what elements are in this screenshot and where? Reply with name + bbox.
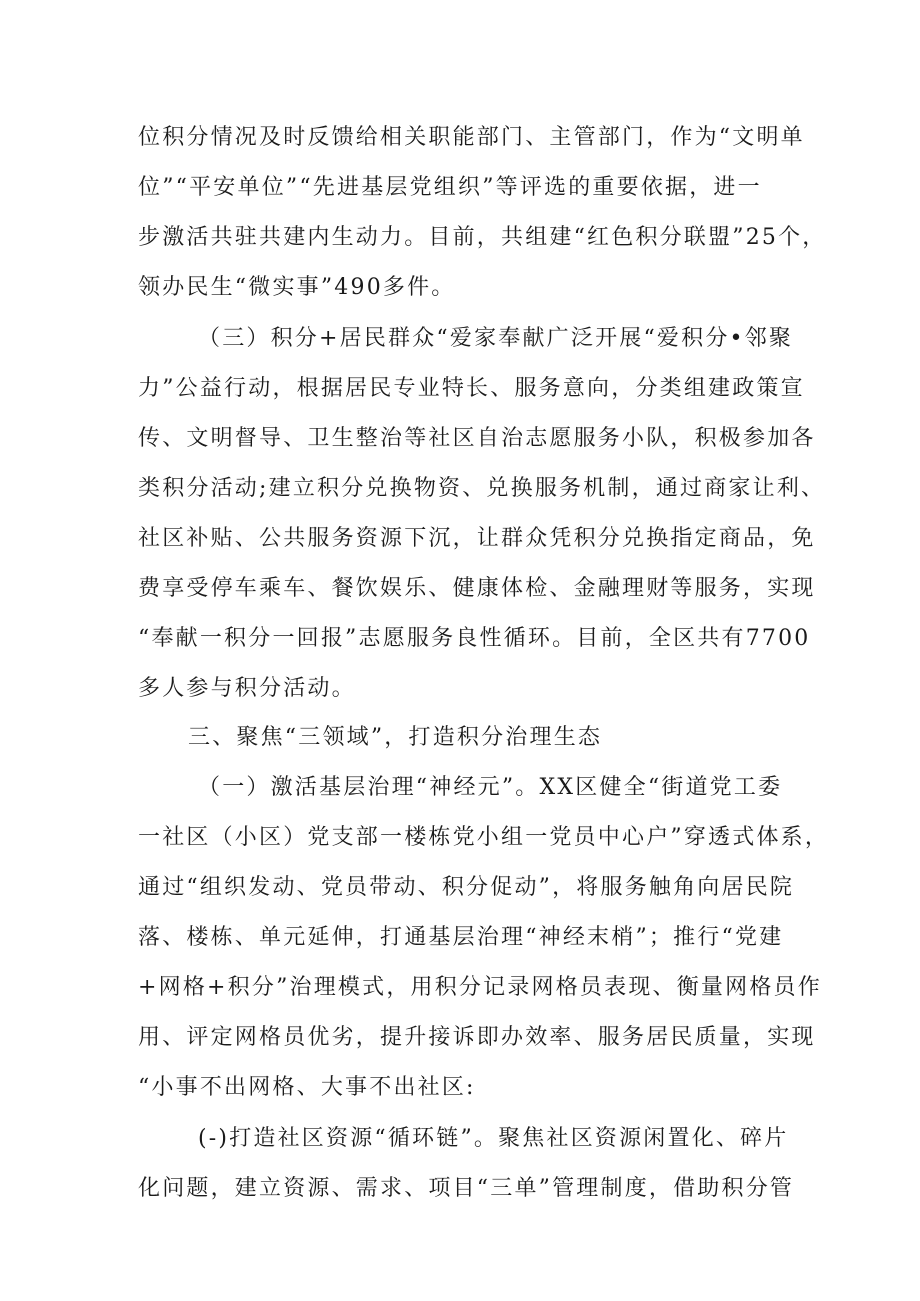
text-line-22: 化问题，建立资源、需求、项目“三单”管理制度，借助积分管 (138, 1176, 795, 1201)
text-line-14: （一）激活基层治理“神经元”。XX区健全“街道党工委 (198, 775, 783, 800)
text-line-20: “小事不出网格、大事不出社区: (138, 1075, 476, 1100)
text-line-17: 落、楼栋、单元延伸，打通基层治理“神经末梢”；推行“党建 (138, 925, 784, 950)
text-line-21: (-)打造社区资源“循环链”。聚焦社区资源闲置化、碎片 (198, 1126, 789, 1151)
text-line-7: 传、文明督导、卫生整治等社区自治志愿服务小队，积极参加各 (138, 426, 816, 451)
text-line-15: 一社区（小区）党支部一楼栋党小组一党员中心户”穿透式体系， (138, 825, 830, 850)
text-line-12: 多人参与积分活动。 (138, 676, 356, 701)
text-line-1: 位积分情况及时反馈给相关职能部门、主管部门，作为“文明单 (138, 125, 805, 150)
text-line-16: 通过“组织发动、党员带动、积分促动”，将服务触角向居民院 (138, 875, 795, 900)
text-line-6: 力”公益行动，根据居民专业特长、服务意向，分类组建政策宣 (138, 376, 805, 401)
text-line-4: 领办民生“微实事”490多件。 (138, 275, 456, 300)
text-line-2: 位”“平安单位”“先进基层党组织”等评选的重要依据，进一 (138, 175, 762, 200)
text-line-19: 用、评定网格员优劣，提升接诉即办效率、服务居民质量，实现 (138, 1025, 816, 1050)
text-line-9: 社区补贴、公共服务资源下沉，让群众凭积分兑换指定商品，免 (138, 526, 816, 551)
text-line-5: （三）积分+居民群众“爱家奉献广泛开展“爱积分•邻聚 (198, 326, 794, 351)
text-line-8: 类积分活动;建立积分兑换物资、兑换服务机制，通过商家让利、 (138, 476, 826, 501)
text-line-3: 步激活共驻共建内生动力。目前，共组建“红色积分联盟”25个， (138, 225, 827, 250)
text-line-11: “奉献一积分一回报”志愿服务良性循环。目前，全区共有7700 (138, 626, 811, 651)
section-heading: 三、聚焦“三领域”，打造积分治理生态 (188, 725, 603, 750)
text-line-10: 费享受停车乘车、餐饮娱乐、健康体检、金融理财等服务，实现 (138, 576, 816, 601)
text-line-18: +网格+积分”治理模式，用积分记录网格员表现、衡量网格员作 (138, 975, 822, 1000)
